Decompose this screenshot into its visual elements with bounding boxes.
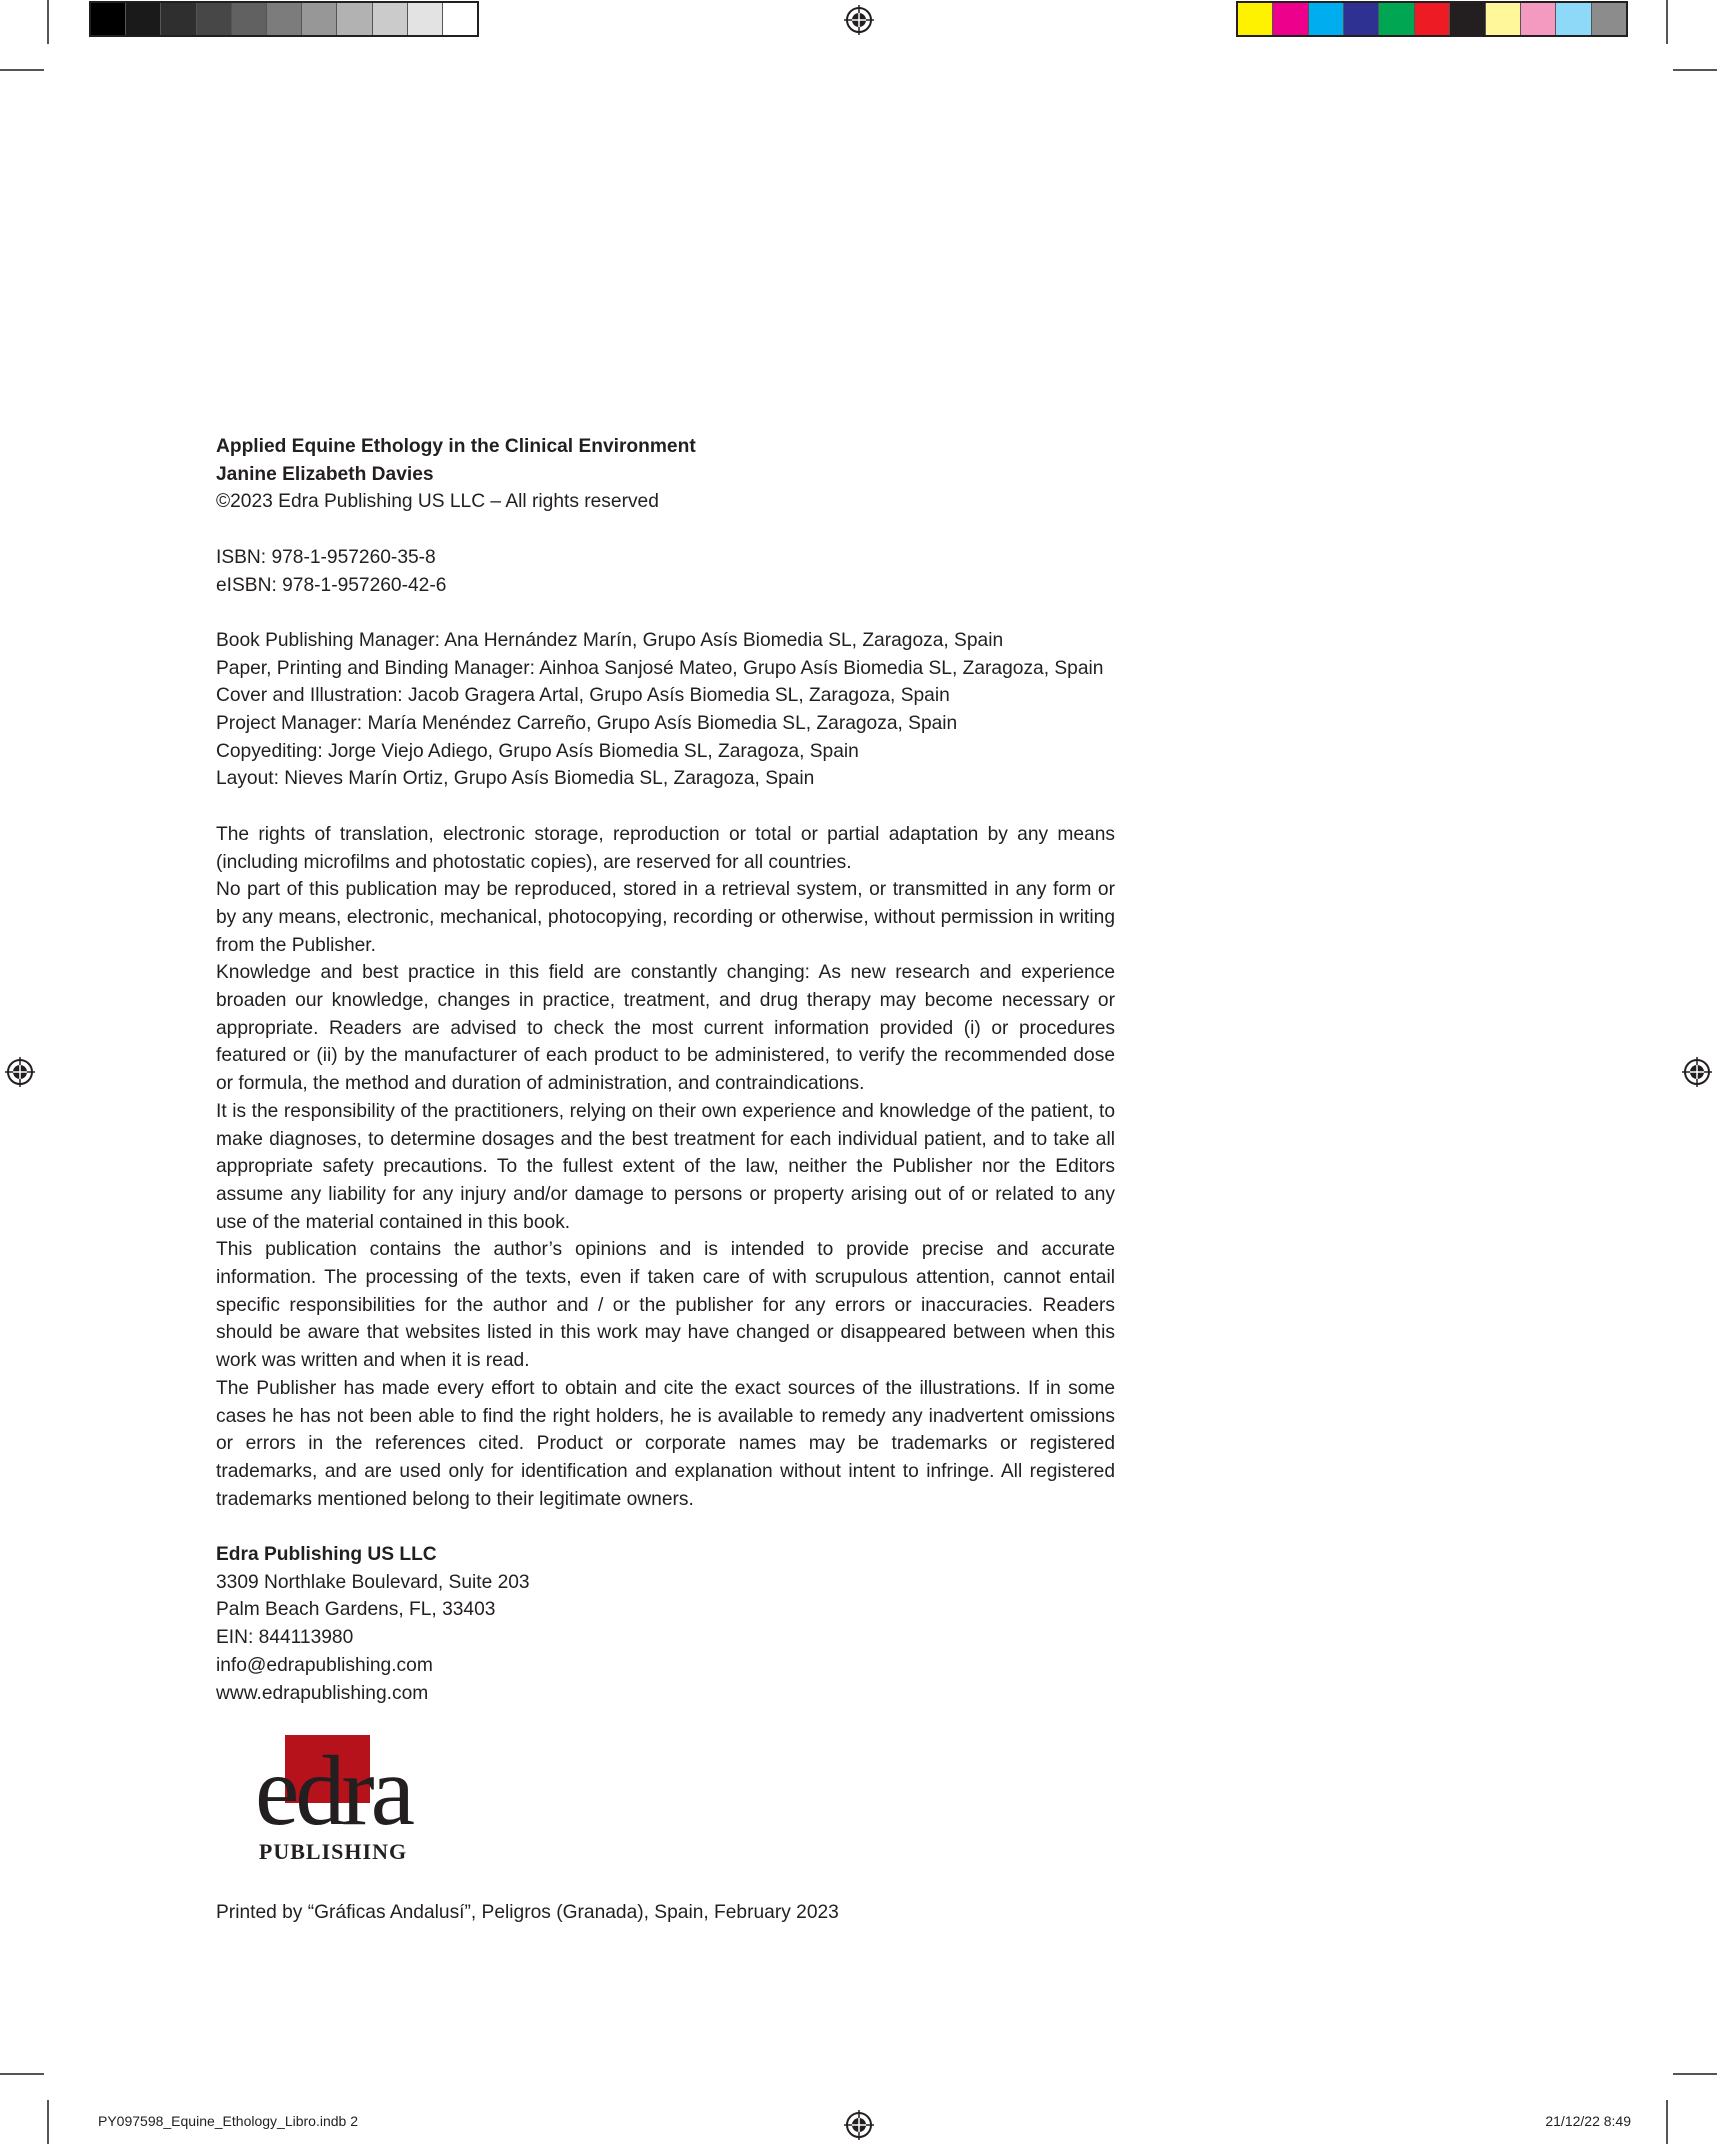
legal-paragraph: It is the responsibility of the practitioners, relying on their own experience and knowledge of the patient, to make diagnoses, to determine dosages and the best treatment for each individual patient, and to take all appropriate safety precautions. To the fullest extent of the law, neither the Publisher nor the Editors assume any liability for any injury and/or damage to persons or property arising out of or related to any use of the material contained in this book. bbox=[216, 1100, 1115, 1233]
crop-mark bbox=[1666, 2100, 1668, 2144]
credit-line: Paper, Printing and Binding Manager: Ainhoa Sanjosé Mateo, Grupo Asís Biomedia SL, Zaragoza, Spain bbox=[216, 657, 1104, 679]
publisher-address-line: Palm Beach Gardens, FL, 33403 bbox=[216, 1599, 496, 1621]
printer-note: Printed by “Gráficas Andalusí”, Peligros (Granada), Spain, February 2023 bbox=[216, 1902, 839, 1923]
crop-mark bbox=[1673, 69, 1717, 71]
grayscale-color-bar bbox=[89, 1, 479, 37]
edra-publishing-logo bbox=[222, 1728, 444, 1868]
crop-mark bbox=[47, 0, 49, 44]
color-swatch bbox=[1273, 3, 1308, 35]
gray-swatch bbox=[197, 3, 232, 35]
credit-line: Project Manager: María Menéndez Carreño, Grupo Asís Biomedia SL, Zaragoza, Spain bbox=[216, 713, 958, 734]
publisher-website: www.edrapublishing.com bbox=[216, 1682, 429, 1704]
color-swatch bbox=[1556, 3, 1591, 35]
crop-mark bbox=[1673, 2073, 1717, 2075]
color-swatch bbox=[1486, 3, 1521, 35]
gray-swatch bbox=[408, 3, 443, 35]
gray-swatch bbox=[373, 3, 408, 35]
legal-paragraph: Knowledge and best practice in this field are constantly changing: As new research and experience broaden our knowledge, changes in practice, treatment, and drug therapy may become necessary or appropriate. Readers are advised to check the most current information provided (i) or procedures featured or (ii) by the manufacturer of each product to be administered, to verify the recommended dose or formula, the method and duration of administration, and contraindications. bbox=[216, 962, 1115, 1095]
legal-paragraph: No part of this publication may be reproduced, stored in a retrieval system, or transmitted in any form or by any means, electronic, mechanical, photocopying, recording or otherwise, without permission in writing from the Publisher. bbox=[216, 879, 1115, 956]
publisher-ein: EIN: 844113980 bbox=[216, 1627, 354, 1649]
credit-line: Cover and Illustration: Jacob Gragera Artal, Grupo Asís Biomedia SL, Zaragoza, Spain bbox=[216, 685, 950, 707]
color-swatch bbox=[1592, 3, 1626, 35]
slug-timestamp: 21/12/22 8:49 bbox=[1545, 2113, 1631, 2129]
gray-swatch bbox=[443, 3, 477, 35]
eisbn: eISBN: 978-1-957260-42-6 bbox=[216, 574, 447, 596]
gray-swatch bbox=[302, 3, 337, 35]
publisher-email: info@edrapublishing.com bbox=[216, 1654, 433, 1676]
copyright-page-text bbox=[216, 433, 1115, 1707]
credit-line: Layout: Nieves Marín Ortiz, Grupo Asís Biomedia SL, Zaragoza, Spain bbox=[216, 768, 815, 790]
publisher-address-line: 3309 Northlake Boulevard, Suite 203 bbox=[216, 1571, 530, 1593]
gray-swatch bbox=[126, 3, 161, 35]
registration-mark-icon bbox=[844, 5, 874, 35]
gray-swatch bbox=[91, 3, 126, 35]
credit-line: Copyediting: Jorge Viejo Adiego, Grupo Asís Biomedia SL, Zaragoza, Spain bbox=[216, 740, 859, 762]
gray-swatch bbox=[232, 3, 267, 35]
legal-paragraph: The rights of translation, electronic storage, reproduction or total or partial adaptation by any means (including microfilms and photostatic copies), are reserved for all countries. bbox=[216, 823, 1115, 873]
svg-text:edra: edra bbox=[254, 1735, 412, 1846]
color-swatch bbox=[1309, 3, 1344, 35]
isbn: ISBN: 978-1-957260-35-8 bbox=[216, 546, 436, 568]
color-swatch bbox=[1379, 3, 1414, 35]
color-swatch bbox=[1521, 3, 1556, 35]
legal-paragraph: This publication contains the author’s opinions and is intended to provide precise and accurate information. The processing of the texts, even if taken care of with scrupulous attention, cannot entail specific responsibilities for the author and / or the publisher for any errors or inaccuracies. Readers should be aware that websites listed in this work may have changed or disappeared between when this work was written and when it is read. bbox=[216, 1239, 1115, 1372]
color-swatch bbox=[1415, 3, 1450, 35]
credit-line: Book Publishing Manager: Ana Hernández Marín, Grupo Asís Biomedia SL, Zaragoza, Spain bbox=[216, 629, 1004, 651]
gray-swatch bbox=[267, 3, 302, 35]
registration-mark-icon bbox=[844, 2110, 874, 2140]
crop-mark bbox=[0, 2073, 44, 2075]
copyright-line: ©2023 Edra Publishing US LLC – All rights reserved bbox=[216, 491, 659, 513]
color-swatch bbox=[1450, 3, 1485, 35]
color-swatch bbox=[1238, 3, 1273, 35]
registration-mark-icon bbox=[1682, 1057, 1712, 1087]
crop-mark bbox=[47, 2100, 49, 2144]
gray-swatch bbox=[337, 3, 372, 35]
process-color-bar bbox=[1236, 1, 1628, 37]
registration-mark-icon bbox=[5, 1057, 35, 1087]
book-author: Janine Elizabeth Davies bbox=[216, 463, 434, 485]
publisher-name: Edra Publishing US LLC bbox=[216, 1544, 437, 1566]
book-title: Applied Equine Ethology in the Clinical Environment bbox=[216, 436, 696, 457]
crop-mark bbox=[1666, 0, 1668, 44]
slug-filename: PY097598_Equine_Ethology_Libro.indb 2 bbox=[98, 2113, 358, 2129]
svg-text:PUBLISHING: PUBLISHING bbox=[258, 1839, 408, 1864]
crop-mark bbox=[0, 69, 44, 71]
gray-swatch bbox=[161, 3, 196, 35]
legal-paragraph: The Publisher has made every effort to obtain and cite the exact sources of the illustrations. If in some cases he has not been able to find the right holders, he is available to remedy any inadvertent omissions or errors in the references cited. Product or corporate names may be trademarks or registered trademarks, and are used only for identification and explanation without intent to infringe. All registered trademarks mentioned belong to their legitimate owners. bbox=[216, 1377, 1115, 1510]
color-swatch bbox=[1344, 3, 1379, 35]
